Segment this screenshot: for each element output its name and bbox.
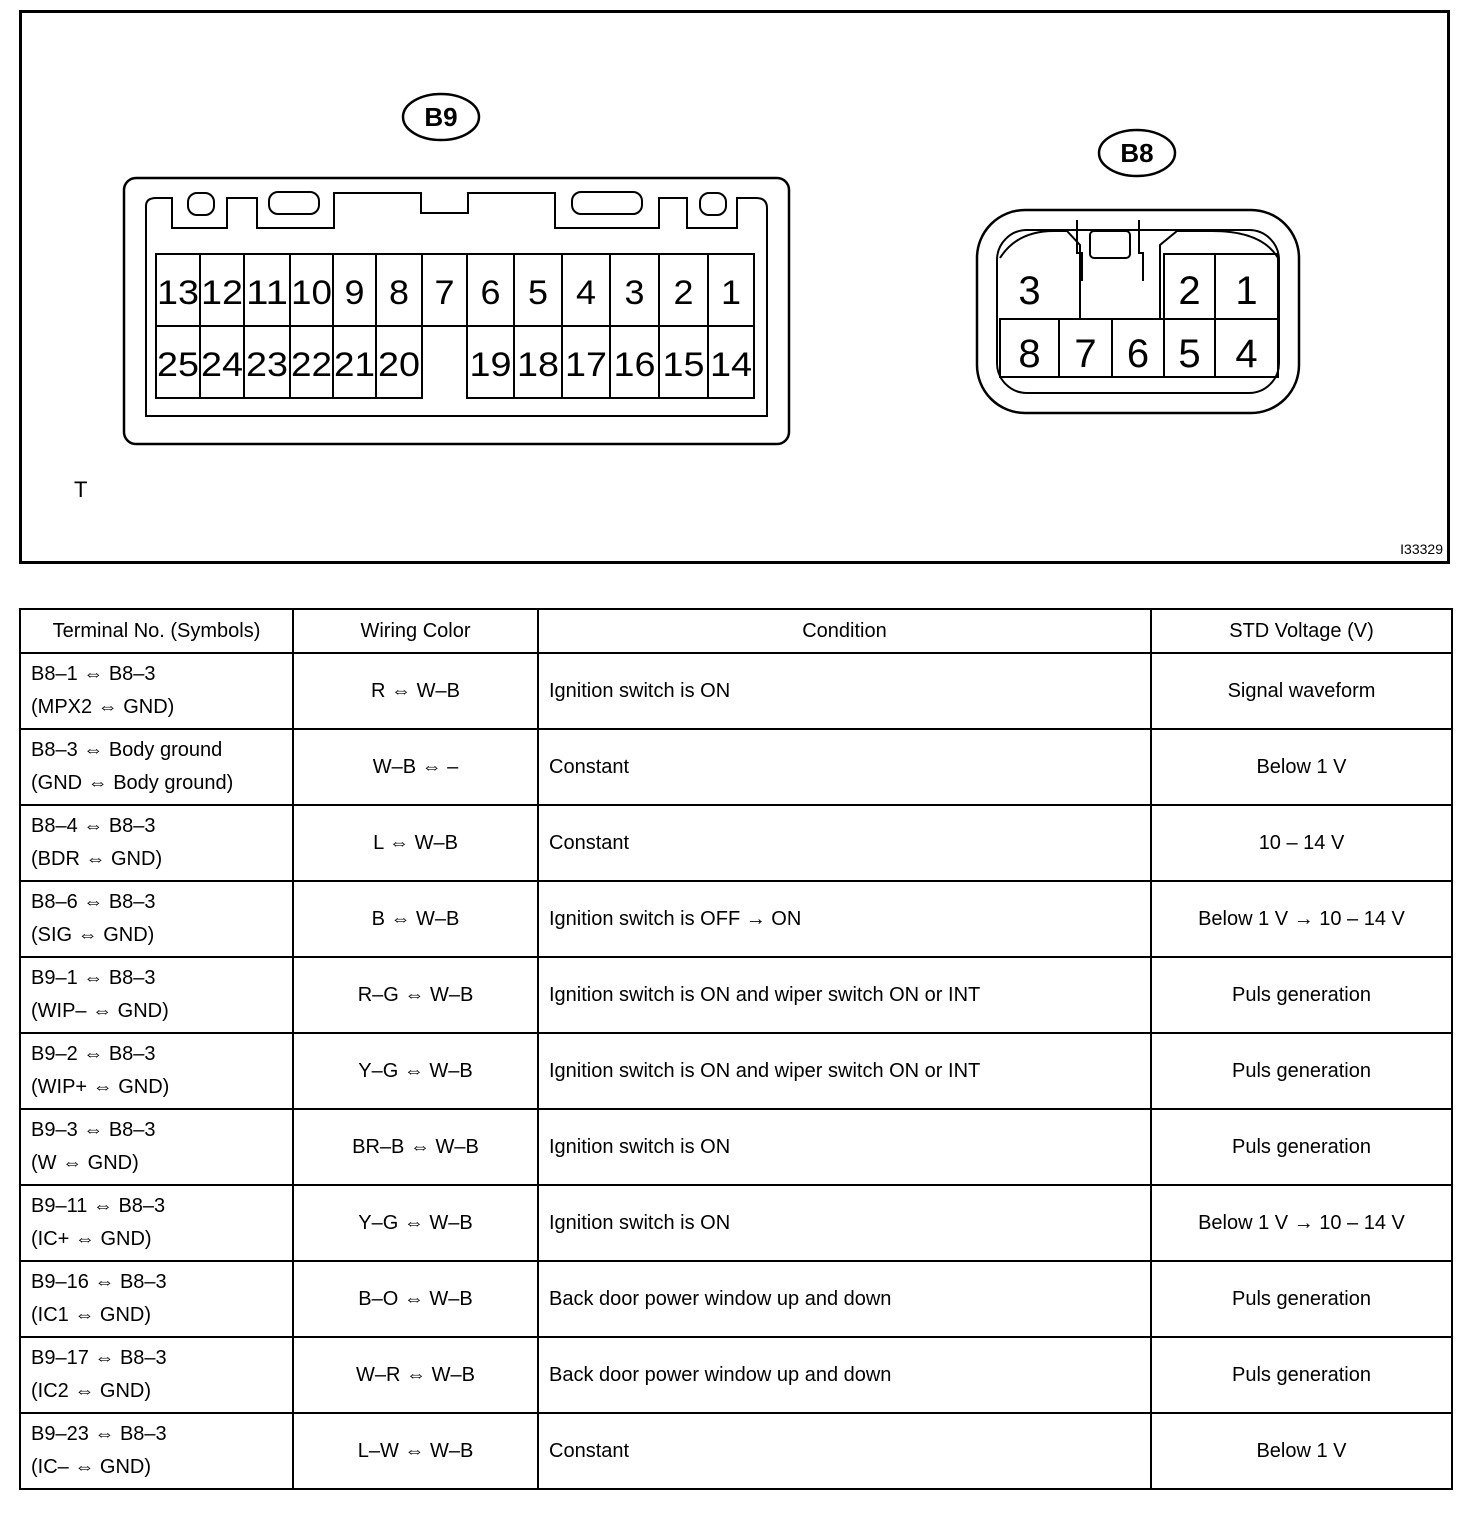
table-row: [20, 1261, 1452, 1337]
table-row: [20, 1109, 1452, 1185]
wiring-color-cell: L ⇔ W–B: [293, 805, 538, 881]
b9-pin-number: 23: [246, 346, 288, 384]
b9-label: B9: [424, 102, 458, 132]
terminal-cell: [20, 1185, 293, 1261]
b8-pin-number: 4: [1235, 332, 1258, 376]
b9-pin-number: 12: [201, 274, 243, 312]
b9-pin-number: 18: [517, 346, 559, 384]
terminal-symbols: (IC2 ⇔ GND): [31, 1380, 151, 1402]
table-header-row: [20, 609, 1452, 653]
b9-pin-number: 7: [434, 274, 455, 312]
table-row: [20, 881, 1452, 957]
b9-pin-number: 19: [469, 346, 512, 384]
condition-cell: Constant: [538, 805, 1151, 881]
terminal-symbols: (IC1 ⇔ GND): [31, 1304, 151, 1326]
terminal-pair: B9–3 ⇔ B8–3: [31, 1119, 156, 1141]
std-voltage-cell: Below 1 V: [1151, 729, 1452, 805]
std-voltage-cell: Puls generation: [1151, 1033, 1452, 1109]
condition-cell: Ignition switch is ON: [538, 1185, 1151, 1261]
terminal-symbols: (SIG ⇔ GND): [31, 924, 155, 946]
terminal-pair: B8–4 ⇔ B8–3: [31, 815, 156, 837]
terminal-cell: [20, 881, 293, 957]
figure-id: I33329: [1400, 541, 1443, 557]
b8-pin-number: 1: [1235, 269, 1258, 313]
std-voltage-cell: Below 1 V: [1151, 1413, 1452, 1489]
b9-pin-number: 8: [389, 274, 409, 312]
terminal-symbols: (W ⇔ GND): [31, 1152, 139, 1174]
table-row: [20, 1033, 1452, 1109]
terminal-pair: B8–1 ⇔ B8–3: [31, 663, 156, 685]
view-letter: T: [74, 477, 88, 502]
table-row: [20, 1337, 1452, 1413]
std-voltage-cell: Signal waveform: [1151, 653, 1452, 729]
header-std-voltage: STD Voltage (V): [1151, 609, 1452, 653]
terminal-symbols: (WIP– ⇔ GND): [31, 1000, 169, 1022]
terminal-cell: [20, 1337, 293, 1413]
connector-figure: [19, 10, 1450, 564]
terminal-symbols: (IC+ ⇔ GND): [31, 1228, 152, 1250]
terminal-cell: [20, 653, 293, 729]
header-condition: Condition: [538, 609, 1151, 653]
table-row: [20, 1185, 1452, 1261]
b9-pin-number: 9: [344, 274, 365, 312]
b8-pin-number: 7: [1074, 332, 1097, 376]
std-voltage-cell: Puls generation: [1151, 957, 1452, 1033]
terminal-spec-table: [19, 608, 1453, 1490]
b9-connector: [124, 178, 789, 444]
terminal-symbols: (IC– ⇔ GND): [31, 1456, 151, 1478]
wiring-color-cell: Y–G ⇔ W–B: [293, 1185, 538, 1261]
b9-pin-number: 14: [710, 346, 752, 384]
condition-cell: Ignition switch is ON: [538, 1109, 1151, 1185]
b8-pin-number: 6: [1126, 332, 1150, 376]
condition-cell: Back door power window up and down: [538, 1337, 1151, 1413]
b9-pin-number: 3: [624, 274, 645, 312]
terminal-symbols: (WIP+ ⇔ GND): [31, 1076, 170, 1098]
b9-pin-number: 6: [480, 274, 501, 312]
connector-drawing: [22, 13, 1447, 561]
wiring-color-cell: W–R ⇔ W–B: [293, 1337, 538, 1413]
terminal-symbols: (BDR ⇔ GND): [31, 848, 163, 870]
terminal-cell: [20, 729, 293, 805]
condition-cell: Back door power window up and down: [538, 1261, 1151, 1337]
b9-pin-number: 20: [378, 346, 420, 384]
terminal-pair: B9–16 ⇔ B8–3: [31, 1271, 167, 1293]
terminal-symbols: (GND ⇔ Body ground): [31, 772, 234, 794]
wiring-color-cell: Y–G ⇔ W–B: [293, 1033, 538, 1109]
condition-cell: Constant: [538, 1413, 1151, 1489]
terminal-symbols: (MPX2 ⇔ GND): [31, 696, 175, 718]
terminal-cell: [20, 1413, 293, 1489]
wiring-color-cell: B ⇔ W–B: [293, 881, 538, 957]
b9-label-badge: [403, 94, 479, 140]
terminal-pair: B9–17 ⇔ B8–3: [31, 1347, 167, 1369]
condition-cell: Constant: [538, 729, 1151, 805]
std-voltage-cell: Puls generation: [1151, 1109, 1452, 1185]
wiring-color-cell: W–B ⇔ –: [293, 729, 538, 805]
terminal-pair: B8–6 ⇔ B8–3: [31, 891, 156, 913]
condition-cell: Ignition switch is OFF → ON: [538, 881, 1151, 957]
b8-pin-number: 2: [1178, 269, 1201, 313]
b8-label-badge: [1099, 130, 1175, 176]
std-voltage-cell: Below 1 V → 10 – 14 V: [1151, 881, 1452, 957]
wiring-color-cell: R ⇔ W–B: [293, 653, 538, 729]
wiring-color-cell: L–W ⇔ W–B: [293, 1413, 538, 1489]
terminal-cell: [20, 1033, 293, 1109]
terminal-pair: B9–11 ⇔ B8–3: [31, 1195, 166, 1217]
wiring-color-cell: BR–B ⇔ W–B: [293, 1109, 538, 1185]
b9-pin-number: 22: [291, 346, 332, 384]
table-row: [20, 805, 1452, 881]
std-voltage-cell: Below 1 V → 10 – 14 V: [1151, 1185, 1452, 1261]
terminal-pair: B9–23 ⇔ B8–3: [31, 1423, 167, 1445]
b8-pin-number: 8: [1018, 332, 1041, 376]
table-body: [20, 653, 1452, 1489]
b9-pin-number: 1: [721, 274, 741, 312]
table-row: [20, 1413, 1452, 1489]
condition-cell: Ignition switch is ON and wiper switch ON or INT: [538, 1033, 1151, 1109]
header-terminal: Terminal No. (Symbols): [20, 609, 293, 653]
terminal-pair: B9–1 ⇔ B8–3: [31, 967, 156, 989]
b9-pin-number: 24: [201, 346, 243, 384]
b9-pin-number: 25: [157, 346, 199, 384]
b9-pin-number: 11: [246, 274, 288, 312]
b8-pin-number: 3: [1018, 269, 1041, 313]
b9-pin-number: 17: [565, 346, 607, 384]
table-row: [20, 729, 1452, 805]
b9-pin-number: 13: [157, 274, 199, 312]
std-voltage-cell: 10 – 14 V: [1151, 805, 1452, 881]
b8-pin-number: 5: [1178, 332, 1201, 376]
condition-cell: Ignition switch is ON: [538, 653, 1151, 729]
b9-pin-number: 10: [291, 274, 332, 312]
b9-pin-number: 5: [528, 274, 548, 312]
b9-pin-number: 4: [576, 274, 596, 312]
header-wiring-color: Wiring Color: [293, 609, 538, 653]
b9-pin-number: 21: [334, 346, 375, 384]
condition-cell: Ignition switch is ON and wiper switch ON or INT: [538, 957, 1151, 1033]
table-row: [20, 653, 1452, 729]
terminal-cell: [20, 957, 293, 1033]
std-voltage-cell: Puls generation: [1151, 1261, 1452, 1337]
table-row: [20, 957, 1452, 1033]
b9-pin-number: 15: [662, 346, 705, 384]
b9-pin-number: 2: [673, 274, 694, 312]
terminal-pair: B9–2 ⇔ B8–3: [31, 1043, 156, 1065]
terminal-pair: B8–3 ⇔ Body ground: [31, 739, 223, 761]
wiring-color-cell: R–G ⇔ W–B: [293, 957, 538, 1033]
terminal-cell: [20, 805, 293, 881]
b8-connector: [977, 210, 1299, 413]
wiring-color-cell: B–O ⇔ W–B: [293, 1261, 538, 1337]
terminal-cell: [20, 1109, 293, 1185]
b9-pin-number: 16: [613, 346, 656, 384]
terminal-cell: [20, 1261, 293, 1337]
std-voltage-cell: Puls generation: [1151, 1337, 1452, 1413]
b8-label: B8: [1120, 138, 1154, 168]
